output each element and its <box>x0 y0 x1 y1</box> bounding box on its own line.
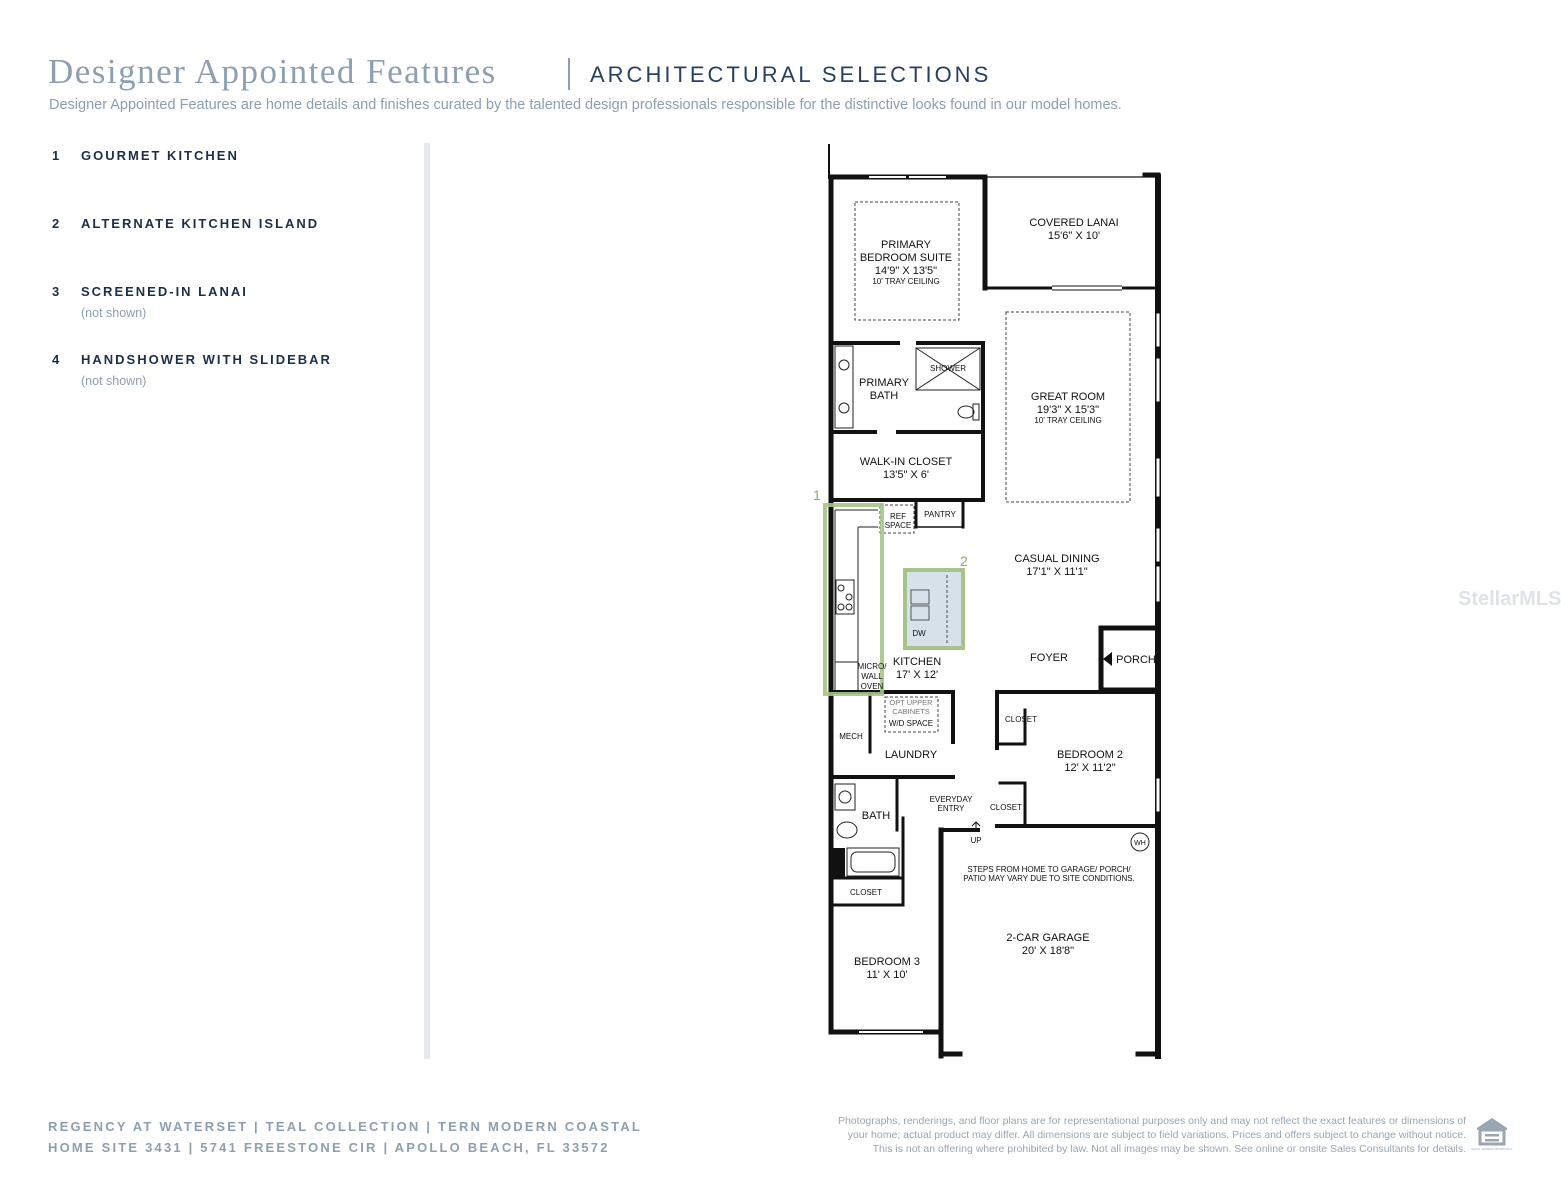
closet-label: CLOSET <box>849 888 883 897</box>
sliding-door <box>1052 284 1122 292</box>
ref-space-label: REF <box>890 512 906 521</box>
feature-label: ALTERNATE KITCHEN ISLAND <box>81 216 320 231</box>
room-label: WALK-IN CLOSET <box>859 456 953 468</box>
footer-homesite: HOME SITE 3431 | 5741 FREESTONE CIR | APOLLO BEACH, FL 33572 <box>48 1140 610 1155</box>
vanity <box>835 784 855 810</box>
pantry-label: PANTRY <box>924 510 956 519</box>
room-label: BEDROOM 3 <box>853 956 921 968</box>
burner <box>846 594 852 600</box>
everyday-entry-label: ENTRY <box>937 804 965 813</box>
room-label: BATH <box>869 390 899 402</box>
room-size: 14'9" X 13'5" <box>874 265 938 277</box>
room-size: 17' X 12' <box>895 669 939 681</box>
room-ceiling: 10' TRAY CEILING <box>872 277 940 286</box>
kitchen-marker: 1 <box>813 487 821 503</box>
room-label: FOYER <box>1030 652 1068 664</box>
room-size: 20' X 18'8" <box>1021 945 1075 957</box>
burner <box>838 585 844 591</box>
micro-label: OVEN <box>860 682 884 691</box>
room-label: PRIMARY <box>859 377 909 389</box>
toilet <box>958 406 974 418</box>
room-label: PRIMARY <box>881 239 931 251</box>
room-label: KITCHEN <box>892 656 942 668</box>
toilet <box>837 822 857 838</box>
tub <box>851 852 895 872</box>
room-label: COVERED LANAI <box>1029 217 1119 229</box>
room-size: 15'6" X 10' <box>1047 230 1101 242</box>
equal-housing-icon <box>1471 1116 1513 1152</box>
room-label: LAUNDRY <box>884 749 938 761</box>
dw-label: DW <box>912 629 926 638</box>
room-size: 17'1" X 11'1" <box>1026 566 1088 578</box>
disclaimer <box>766 1114 1466 1156</box>
feature-number: 1 <box>52 148 62 163</box>
wall-block <box>831 848 845 878</box>
feature-number: 2 <box>52 216 62 231</box>
page-subtitle: ARCHITECTURAL SELECTIONS <box>590 62 992 87</box>
everyday-entry-label: EVERYDAY <box>929 795 973 804</box>
room-ceiling: 10' TRAY CEILING <box>1034 416 1102 425</box>
wd-space-label: W/D SPACE <box>888 719 934 728</box>
steps-note: STEPS FROM HOME TO GARAGE/ PORCH/ <box>967 865 1131 874</box>
room-label: CASUAL DINING <box>1014 553 1100 565</box>
feature-number: 3 <box>52 284 62 299</box>
closet-label: CLOSET <box>989 803 1023 812</box>
opt-upper-label: CABINETS <box>892 707 930 716</box>
burner <box>838 604 844 610</box>
equal-housing-text: EQUAL HOUSING OPPORTUNITY <box>1471 1148 1513 1151</box>
opt-upper-label: OPT UPPER <box>889 698 933 707</box>
room-label: PORCH <box>1116 654 1156 666</box>
feature-label: SCREENED-IN LANAI <box>81 284 248 299</box>
room-size: 12' X 11'2" <box>1064 762 1116 774</box>
micro-label: MICRO/ <box>857 662 887 671</box>
feature-note: (not shown) <box>81 374 147 388</box>
feature-label: HANDSHOWER WITH SLIDEBAR <box>81 352 332 367</box>
room-label: BEDROOM 2 <box>1056 749 1124 761</box>
disclaimer-line: Photographs, renderings, and floor plans are for representational purposes only and may not reflect the exact features or dimensions of <box>837 1115 1466 1127</box>
sink <box>839 791 851 803</box>
page-title: Designer Appointed Features <box>48 52 497 91</box>
disclaimer-line: your home; actual product may differ. All dimensions are subject to field variations. Prices and offers subject to change without notice. <box>847 1129 1466 1141</box>
room-label: BEDROOM SUITE <box>859 252 953 264</box>
up-label: UP <box>970 836 982 845</box>
vanity <box>835 346 853 428</box>
micro-label: WALL <box>861 672 883 681</box>
shower-label: SHOWER <box>930 364 966 373</box>
wh-label: WH <box>1134 840 1146 847</box>
disclaimer-line: This is not an offering where prohibited by law. Not all images may be shown. See online or onsite Sales Consultants for details. <box>872 1143 1466 1155</box>
room-label: 2-CAR GARAGE <box>1006 932 1090 944</box>
watermark: StellarMLS <box>1458 588 1561 610</box>
mech-label: MECH <box>839 732 863 741</box>
steps-note: PATIO MAY VARY DUE TO SITE CONDITIONS. <box>963 874 1135 883</box>
ref-space-label: SPACE <box>884 521 912 530</box>
footer-community: REGENCY AT WATERSET | TEAL COLLECTION | TERN MODERN COASTAL <box>48 1119 643 1134</box>
porch-entry-arrow <box>1103 652 1112 666</box>
sink <box>839 360 849 370</box>
room-size: 19'3" X 15'3" <box>1036 404 1100 416</box>
burner <box>846 604 852 610</box>
island-marker: 2 <box>960 553 968 569</box>
feature-number: 4 <box>52 352 62 367</box>
feature-note: (not shown) <box>81 306 147 320</box>
room-size: 13'5" X 6' <box>882 469 930 481</box>
room-label: BATH <box>861 810 891 822</box>
feature-label: GOURMET KITCHEN <box>81 148 239 163</box>
room-size: 11' X 10' <box>866 969 908 981</box>
closet-label: CLOSET <box>1004 715 1038 724</box>
room-label: GREAT ROOM <box>1030 391 1106 403</box>
sink <box>839 403 849 413</box>
page-description: Designer Appointed Features are home details and finishes curated by the talented design professionals responsible for the distinctive looks found in our model homes. <box>49 97 1122 113</box>
